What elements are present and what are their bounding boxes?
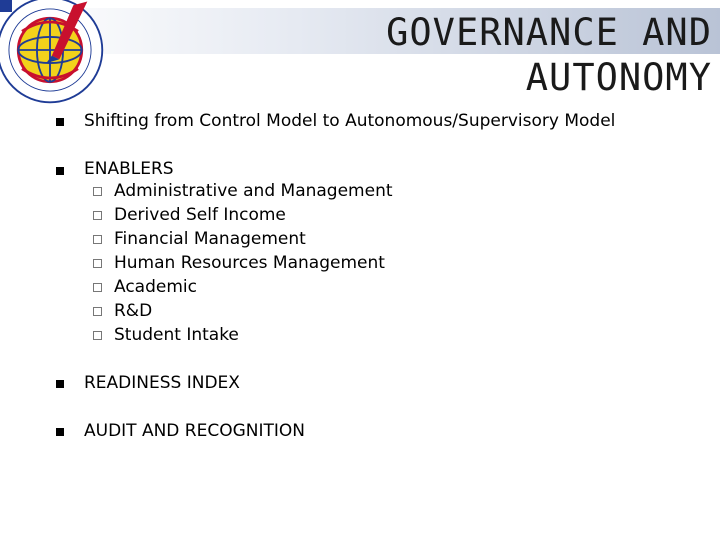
sub-bullet-marker bbox=[93, 259, 102, 268]
sub-bullet-marker bbox=[93, 235, 102, 244]
slide-title: GOVERNANCE AND AUTONOMY bbox=[386, 11, 712, 99]
bullet-marker bbox=[56, 380, 64, 388]
enabler-human-resources: Human Resources Management bbox=[114, 253, 385, 273]
enabler-academic: Academic bbox=[114, 277, 197, 297]
sub-bullet-marker bbox=[93, 283, 102, 292]
bullet-readiness-index: READINESS INDEX bbox=[84, 373, 240, 393]
bullet-audit-recognition: AUDIT AND RECOGNITION bbox=[84, 421, 306, 441]
bullet-marker bbox=[56, 428, 64, 436]
sub-bullet-marker bbox=[93, 211, 102, 220]
enabler-financial: Financial Management bbox=[114, 229, 306, 249]
bullet-enablers: ENABLERS bbox=[84, 159, 174, 179]
sub-bullet-marker bbox=[93, 307, 102, 316]
sub-bullet-marker bbox=[93, 187, 102, 196]
sub-bullet-marker bbox=[93, 331, 102, 340]
enabler-administrative: Administrative and Management bbox=[114, 181, 393, 201]
bullet-shifting-model: Shifting from Control Model to Autonomous/Supervisory Model bbox=[84, 111, 616, 131]
bullet-marker bbox=[56, 167, 64, 175]
enabler-rnd: R&D bbox=[114, 301, 153, 321]
enabler-derived-income: Derived Self Income bbox=[114, 205, 286, 225]
enabler-student-intake: Student Intake bbox=[114, 325, 239, 345]
bullet-marker bbox=[56, 118, 64, 126]
